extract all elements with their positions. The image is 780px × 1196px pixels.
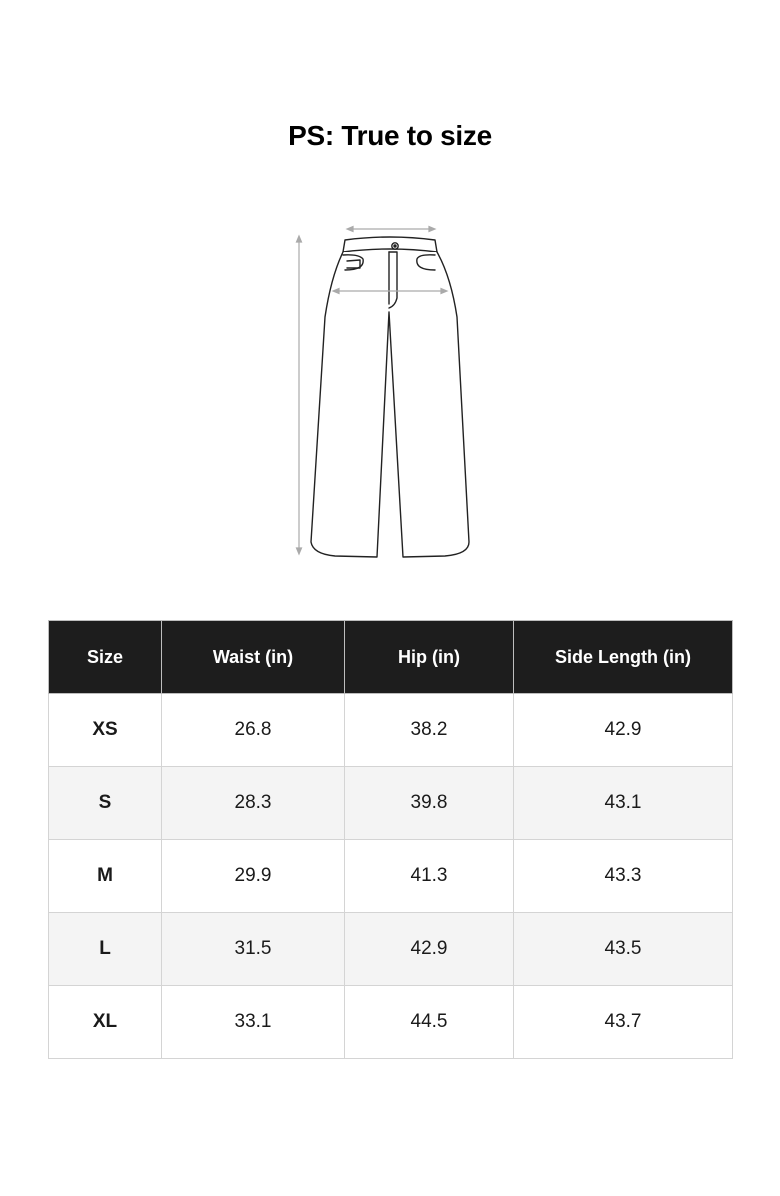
waist-cell: 28.3 xyxy=(162,767,345,840)
wide-leg-pants-icon xyxy=(285,222,485,567)
waist-cell: 29.9 xyxy=(162,840,345,913)
page-title: PS: True to size xyxy=(288,120,492,151)
table-row xyxy=(49,840,733,913)
size-chart-table xyxy=(48,620,733,1059)
table-header-row xyxy=(49,621,733,694)
pants-outline xyxy=(311,237,469,557)
hip-cell: 38.2 xyxy=(345,694,514,767)
hip-cell: 41.3 xyxy=(345,840,514,913)
table-row xyxy=(49,986,733,1059)
table-row xyxy=(49,767,733,840)
side-length-measure-line xyxy=(297,236,302,554)
size-cell: XL xyxy=(49,986,162,1059)
hip-cell: 44.5 xyxy=(345,986,514,1059)
table-row xyxy=(49,913,733,986)
hip-cell: 42.9 xyxy=(345,913,514,986)
header-hip: Hip (in) xyxy=(345,621,514,694)
hip-cell: 39.8 xyxy=(345,767,514,840)
size-cell: L xyxy=(49,913,162,986)
side-length-cell: 43.5 xyxy=(514,913,733,986)
side-length-cell: 42.9 xyxy=(514,694,733,767)
size-cell: M xyxy=(49,840,162,913)
side-length-cell: 43.7 xyxy=(514,986,733,1059)
header-size: Size xyxy=(49,621,162,694)
waist-cell: 33.1 xyxy=(162,986,345,1059)
side-length-cell: 43.3 xyxy=(514,840,733,913)
size-cell: S xyxy=(49,767,162,840)
waist-cell: 31.5 xyxy=(162,913,345,986)
side-length-cell: 43.1 xyxy=(514,767,733,840)
header-side-length: Side Length (in) xyxy=(514,621,733,694)
header-waist: Waist (in) xyxy=(162,621,345,694)
size-cell: XS xyxy=(49,694,162,767)
waist-cell: 26.8 xyxy=(162,694,345,767)
table-row xyxy=(49,694,733,767)
waist-measure-line xyxy=(347,227,435,232)
